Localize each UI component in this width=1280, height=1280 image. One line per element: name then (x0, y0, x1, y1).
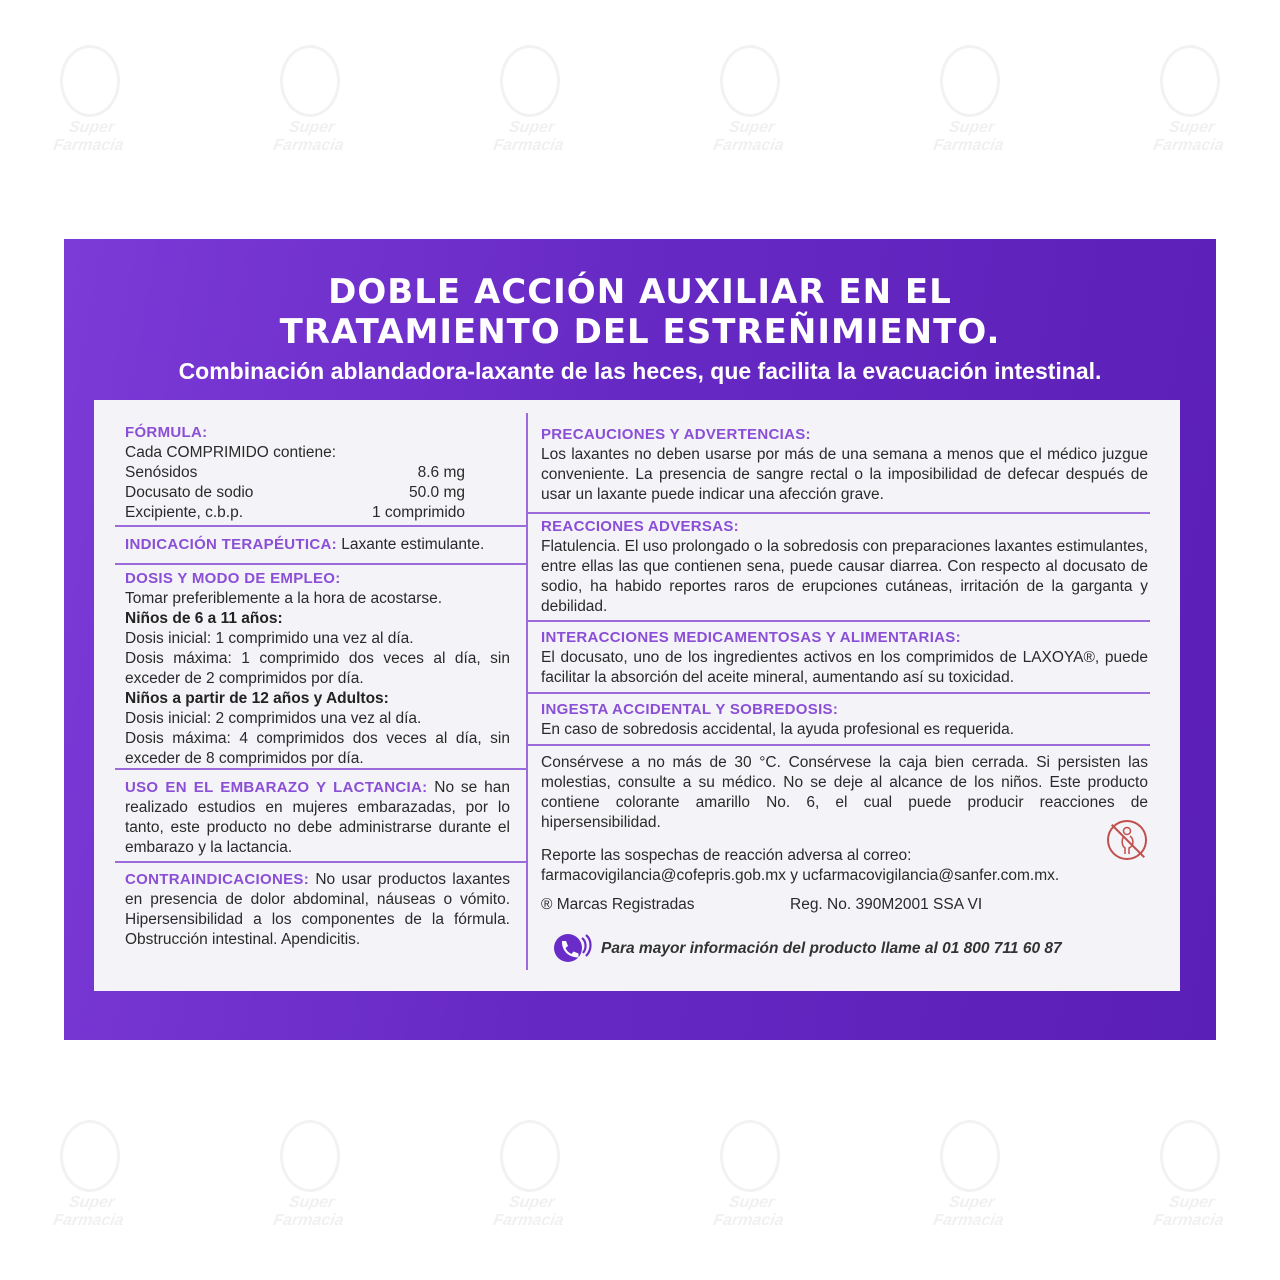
indicacion-heading: INDICACIÓN TERAPÉUTICA: (125, 536, 337, 553)
title-line-2: TRATAMIENTO DEL ESTREÑIMIENTO. (279, 312, 1001, 352)
divider (115, 861, 526, 863)
registro-numero: Reg. No. 390M2001 SSA VI (790, 896, 983, 913)
dosis-intro: Tomar preferiblemente a la hora de acostarse. (125, 590, 443, 607)
embarazo-text: No se han realizado estudios en mujeres embarazadas, por lo tanto, este producto no debe administrarse durante el embarazo y la lactancia. (125, 779, 510, 856)
title-line-1: DOBLE ACCIÓN AUXILIAR EN EL (328, 272, 952, 312)
precauciones-text: Los laxantes no deben usarse por más de una semana a menos que el médico juzgue conveniente. La presencia de sangre rectal o la imposibilidad de defecar después de usar un laxante puede indicar una afección grave. (541, 446, 1148, 503)
email-sanfer: ucfarmacovigilancia@sanfer.com.mx. (802, 867, 1060, 884)
super-farmacia-logo-icon: Super Farmacia (925, 45, 1015, 155)
reporte-section (541, 846, 1148, 886)
reacciones-heading: REACCIONES ADVERSAS: (541, 518, 739, 535)
conservacion-text: Consérvese a no más de 30 °C. Consérvese la caja bien cerrada. Si persisten las molestias, consulte a su médico. No se deje al alcance de los niños. Este producto contiene colorante amarillo No. 6, el cual puede producir reacciones de hipersensibilidad. (541, 754, 1148, 831)
indicacion-text: Laxante estimulante. (341, 536, 485, 553)
contacto-text: Para mayor información del producto llame al 01 800 711 60 87 (601, 940, 1062, 957)
subtitle: Combinación ablandadora-laxante de las heces, que facilita la evacuación intestinal. (178, 358, 1102, 384)
formula-row: Senósidos 8.6 mg (125, 464, 465, 481)
reporte-emails (541, 866, 1148, 886)
reporte-line: Reporte las sospechas de reacción adversa al correo: (541, 847, 912, 864)
dosis-group1-title: Niños de 6 a 11 años: (125, 610, 283, 627)
embarazo-heading: USO EN EL EMBARAZO Y LACTANCIA: (125, 779, 428, 796)
divider (528, 620, 1150, 622)
marcas-registradas: ® Marcas Registradas (541, 896, 695, 913)
super-farmacia-logo-icon: Super Farmacia (925, 1120, 1015, 1230)
super-farmacia-logo-icon: Super Farmacia (1145, 45, 1235, 155)
super-farmacia-logo-icon: Super Farmacia (265, 1120, 355, 1230)
indicacion-section (125, 535, 520, 555)
formula-row: Excipiente, c.b.p. 1 comprimido (125, 504, 465, 521)
precauciones-heading: PRECAUCIONES Y ADVERTENCIAS: (541, 426, 811, 443)
contraindicaciones-heading: CONTRAINDICACIONES: (125, 871, 310, 888)
precauciones-section (541, 425, 1148, 505)
formula-section (125, 423, 515, 523)
divider (115, 525, 526, 527)
formula-heading: FÓRMULA: (125, 424, 208, 441)
dosis-group2-title: Niños a partir de 12 años y Adultos: (125, 690, 389, 707)
interacciones-heading: INTERACCIONES MEDICAMENTOSAS Y ALIMENTARIAS: (541, 629, 961, 646)
dosis-group1-line2: Dosis máxima: 1 comprimido dos veces al día, sin exceder de 2 comprimidos por día. (125, 650, 510, 687)
super-farmacia-logo-icon: Super Farmacia (485, 45, 575, 155)
ingesta-section (541, 700, 1148, 740)
email-connector: y (790, 867, 798, 884)
super-farmacia-logo-icon: Super Farmacia (705, 45, 795, 155)
reacciones-text: Flatulencia. El uso prolongado o la sobredosis con preparaciones laxantes estimulantes, entre ellas las que contienen sena, puede causar diarrea. Con respecto al docusato de sodio, ha habido reportes raros de erupciones cutáneas, irritación de la garganta y debilidad. (541, 538, 1148, 615)
email-cofepris: farmacovigilancia@cofepris.gob.mx (541, 867, 786, 884)
dosis-section (125, 569, 510, 769)
divider (115, 563, 526, 565)
divider (528, 744, 1150, 746)
contraindicaciones-text: No usar productos laxantes en presencia de dolor abdominal, náuseas o vómito. Hipersensibilidad a los componentes de la fórmula. Obstrucción intestinal. Apendicitis. (125, 871, 511, 948)
dosis-group1-line1: Dosis inicial: 1 comprimido una vez al día. (125, 630, 414, 647)
dosis-heading: DOSIS Y MODO DE EMPLEO: (125, 570, 341, 587)
divider (528, 692, 1150, 694)
dosis-group2-line1: Dosis inicial: 2 comprimidos una vez al día. (125, 710, 422, 727)
super-farmacia-logo-icon: Super Farmacia (45, 1120, 135, 1230)
interacciones-text: El docusato, uno de los ingredientes activos en los comprimidos de LAXOYA®, puede facilitar la absorción del aceite mineral, aumentando así su toxicidad. (541, 649, 1148, 686)
dosis-group2-line2: Dosis máxima: 4 comprimidos dos veces al día, sin exceder de 8 comprimidos por día. (125, 730, 510, 767)
super-farmacia-logo-icon: Super Farmacia (45, 45, 135, 155)
ingesta-heading: INGESTA ACCIDENTAL Y SOBREDOSIS: (541, 701, 839, 718)
formula-intro: Cada COMPRIMIDO contiene: (125, 444, 337, 461)
ingesta-text: En caso de sobredosis accidental, la ayuda profesional es requerida. (541, 721, 1015, 738)
embarazo-section (125, 778, 510, 858)
phone-icon (552, 930, 592, 966)
contraindicaciones-section (125, 870, 510, 950)
super-farmacia-logo-icon: Super Farmacia (485, 1120, 575, 1230)
super-farmacia-logo-icon: Super Farmacia (705, 1120, 795, 1230)
interacciones-section (541, 628, 1148, 688)
divider (528, 512, 1150, 514)
super-farmacia-logo-icon: Super Farmacia (1145, 1120, 1235, 1230)
formula-row: Docusato de sodio 50.0 mg (125, 484, 465, 501)
reacciones-section (541, 517, 1148, 617)
super-farmacia-logo-icon: Super Farmacia (265, 45, 355, 155)
